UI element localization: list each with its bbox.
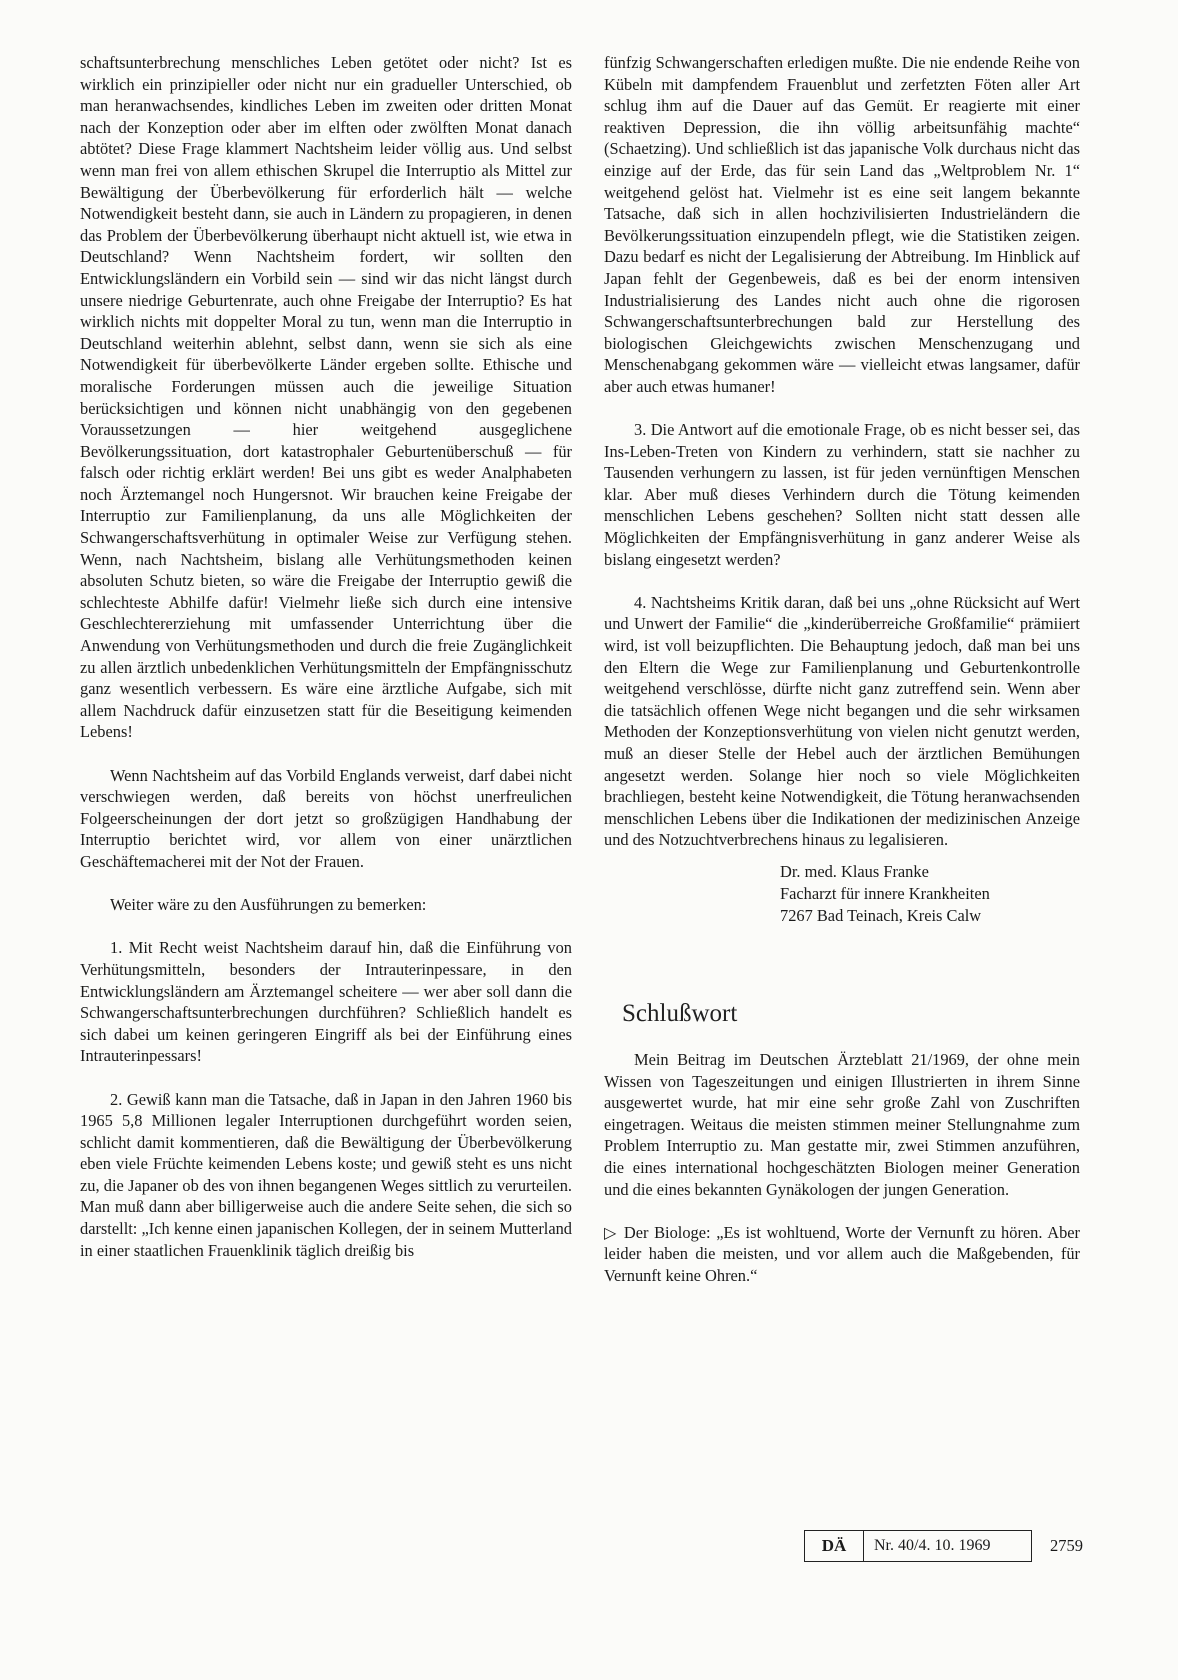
page-footer xyxy=(804,1530,1083,1562)
paragraph-japan-continued: fünfzig Schwangerschaften erledigen mußte. Die nie endende Reihe von Kübeln mit dampfendem Frauenblut und zerfetzten Föten aller Art schlug ihm auf die Dauer auf das Gemüt. Er reagierte mit einer reaktiven Depression, die ihn völlig arbeitsunfähig machte“ (Schaetzing). Und schließlich ist das japanische Volk durchaus nicht das einzige auf der Erde, das für sein Land das „Weltproblem Nr. 1“ weitgehend gelöst hat. Vielmehr ist es eine seit langem bekannte Tatsache, daß sich in allen hochzivilisierten Industrieländern die Bevölkerungssituation einzupendeln pflegt, wie die Statistiken zeigen. Dazu bedarf es nicht der Legalisierung der Abtreibung. Im Hinblick auf Japan fehlt der Gegenbeweis, daß es bei der enorm intensiven Industrialisierung des Landes nicht auch ohne die rigorosen Schwangerschaftsunterbrechungen bald zur Herstellung des biologischen Gleichgewichts zwischen Menschenzugang und Menschenabgang gekommen wäre — vielleicht etwas langsamer, dafür aber auch etwas humaner! xyxy=(604,53,1080,396)
paragraph-point-2: 2. Gewiß kann man die Tatsache, daß in Japan in den Jahren 1960 bis 1965 5,8 Millionen legaler Interruptionen durchgeführt worden seien, schlicht damit kommentieren, daß die Bewältigung der Überbevölkerung eben viele Früchte keimenden Lebens koste; und gewiß steht es uns nicht zu, die Japaner ob des von ihnen begangenen Weges sittlich zu verurteilen. Man muß dann aber billigerweise auch die andere Seite sehen, die sich so darstellt: „Ich kenne einen japanischen Kollegen, der in seinem Mutterland in einer staatlichen Frauenklinik täglich dreißig bis xyxy=(80,1089,572,1260)
author-signature-block xyxy=(780,861,1080,927)
journal-logo: DÄ xyxy=(804,1530,864,1562)
quote-text: Der Biologe: „Es ist wohltuend, Worte der Vernunft zu hören. Aber leider haben die meisten, und vor allem auch die Maßgebenden, für Vernunft keine Ohren.“ xyxy=(604,1222,1080,1285)
author-title: Facharzt für innere Krankheiten xyxy=(780,883,990,903)
right-column xyxy=(604,52,1080,1287)
issue-info: Nr. 40/4. 10. 1969 xyxy=(864,1530,1032,1562)
paragraph-england: Wenn Nachtsheim auf das Vorbild Englands verweist, darf dabei nicht verschwiegen werden, daß bereits von höchst unerfreulichen Folgeerscheinungen der dort jetzt so großzügigen Handhabung der Interruptio berichtet wird, vor allem von einer unärztlichen Geschäftemacherei mit der Not der Frauen. xyxy=(80,765,572,871)
section-heading: Schlußwort xyxy=(622,999,738,1027)
page-number: 2759 xyxy=(1050,1536,1083,1555)
paragraph-point-4: 4. Nachtsheims Kritik daran, daß bei uns „ohne Rücksicht auf Wert und Unwert der Familie“ die „kinderüberreiche Großfamilie“ prämiiert wird, ist voll beizupflichten. Die Behauptung jedoch, daß man bei uns den Eltern die Wege zur Familienplanung und Geburtenkontrolle weitgehend verschlösse, dürfte nicht ganz zutreffend sein. Wenn aber die tatsächlich offenen Wege nicht begangen und die sehr wirksamen Methoden der Konzeptionsverhütung von vielen nicht genutzt werden, muß an dieser Stelle der Hebel auch der ärztlichen Bemühungen angesetzt werden. Solange hier noch so viele Möglichkeiten brachliegen, besteht keine Notwendigkeit, die Tötung heranwachsenden menschlichen Lebens über die Indikationen der medizinischen Anzeige und des Notzuchtverbrechens hinaus zu legalisieren. xyxy=(604,592,1080,850)
paragraph-point-1: 1. Mit Recht weist Nachtsheim darauf hin, daß die Einführung von Verhütungsmitteln, besonders der Intrauterinpessare, in den Entwicklungsländern am Ärztemangel scheitere — wer aber soll dann die Schwangerschaftsunterbrechungen durchführen? Schließlich handelt es sich dabei um keinen geringeren Eingriff als bei der Einführung eines Intrauterinpessars! xyxy=(80,938,572,1066)
paragraph-point-3: 3. Die Antwort auf die emotionale Frage, ob es nicht besser sei, das Ins-Leben-Treten von Kindern zu verhindern, statt sie nachher zu Tausenden verhungern zu lassen, ist für jeden vernünftigen Menschen klar. Aber muß dieses Verhindern durch die Tötung keimenden menschlichen Lebens geschehen? Sollten nicht statt dessen alle Möglichkeiten der Empfängnisverhütung in ganz anderer Weise als bislang eingesetzt werden? xyxy=(604,420,1080,569)
author-name: Dr. med. Klaus Franke xyxy=(780,861,929,881)
left-column xyxy=(80,52,572,1261)
author-address: 7267 Bad Teinach, Kreis Calw xyxy=(780,905,982,925)
paragraph-further-remarks: Weiter wäre zu den Ausführungen zu bemerken: xyxy=(110,895,427,915)
triangle-marker-icon: ▷ xyxy=(604,1222,618,1242)
quote-biologist xyxy=(604,1222,1080,1287)
paragraph-schlusswort: Mein Beitrag im Deutschen Ärzteblatt 21/1969, der ohne mein Wissen von Tageszeitungen und einigen Illustrierten in ihrem Sinne ausgewertet wurde, hat mir eine sehr große Zahl von Zuschriften eingetragen. Weitaus die meisten stimmen meiner Stellungnahme zum Problem Interruptio zu. Man gestatte mir, zwei Stimmen anzuführen, die eines international hochgeschätzten Biologen meiner Generation und die eines bekannten Gynäkologen der jungen Generation. xyxy=(604,1049,1080,1199)
paragraph-ethics: schaftsunterbrechung menschliches Leben getötet oder nicht? Ist es wirklich ein prinzipieller oder nicht nur ein gradueller Unterschied, ob man heranwachsendes, kindliches Leben im zweiten oder dritten Monat nach der Konzeption oder aber im elften oder zwölften Monat danach abtötet? Diese Frage klammert Nachtsheim leider völlig aus. Und selbst wenn man frei von allem ethischen Skrupel die Interruptio als Mittel zur Bewältigung der Überbevölkerung für erforderlich hält — welche Notwendigkeit besteht dann, sie auch in Ländern zu propagieren, in denen das Problem der Überbevölkerung überhaupt nicht aktuell ist, wie etwa in Deutschland? Wenn Nachtsheim fordert, wir sollten den Entwicklungsländern ein Vorbild sein — sind wir das nicht längst durch unsere niedrige Geburtenrate, auch ohne Freigabe der Interruptio? Es hat wirklich nichts mit doppelter Moral zu tun, wenn man die Interruptio in Deutschland weiterhin ablehnt, selbst dann, wenn sie sich als eine Notwendigkeit für überbevölkerte Länder ergeben sollte. Ethische und moralische Forderungen müssen auch die jeweilige Situation berücksichtigen und können nicht unabhängig von den gegebenen Voraussetzungen — hier weitgehend ausgeglichene Bevölkerungssituation, dort katastrophaler Geburtenüberschuß — für falsch oder richtig erklärt werden! Bei uns gibt es weder Analphabeten noch Ärztemangel noch Hungersnot. Wir brauchen keine Freigabe der Interruptio zur Familienplanung, da uns alle Möglichkeiten der Schwangerschaftsverhütung in optimaler Weise zur Verfügung stehen. Wenn, nach Nachtsheim, bislang alle Verhütungsmethoden keinen absoluten Schutz bieten, so wäre die Freigabe der Interruptio gewiß die schlechteste Abhilfe dafür! Vielmehr ließe sich durch eine intensive Geschlechtererziehung mit umfassender Unterrichtung über die Anwendung von Verhütungsmethoden und durch die freie Zugänglichkeit zu allen ärztlich unbedenklichen Verhütungsmitteln der Empfängnisschutz ganz wesentlich verbessern. Es wäre eine ärztliche Aufgabe, sich mit allem Nachdruck dafür einzusetzen statt für die Beseitigung keimenden Lebens! xyxy=(80,53,572,742)
